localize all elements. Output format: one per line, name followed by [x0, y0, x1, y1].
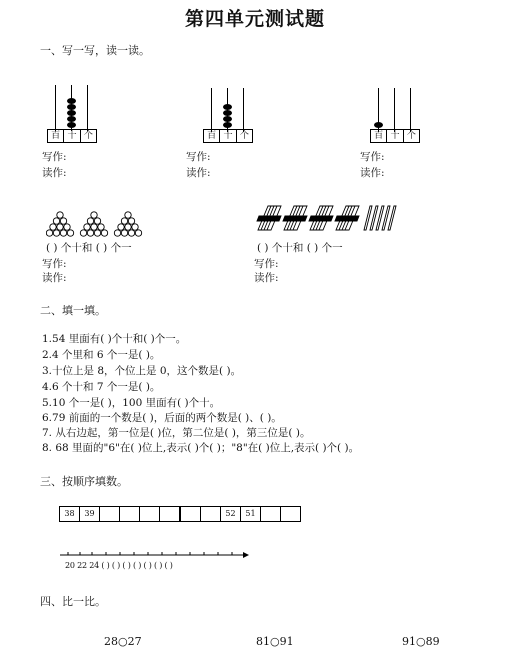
abacus-bead [223, 122, 232, 128]
section-3-heading: 三、按顺序填数。 [40, 475, 128, 488]
section-2-heading: 二、填一填。 [40, 304, 106, 317]
stick-bundles-image [254, 200, 406, 236]
section-1-heading: 一、写一写，读一读。 [40, 44, 150, 57]
write-label: 写作: [360, 151, 385, 163]
section-4-heading: 四、比一比。 [40, 595, 106, 608]
question-item: 1.54 里面有( )个十和( )个一。 [42, 333, 187, 345]
read-label: 读作: [42, 272, 67, 284]
number-line-labels: 20 22 24 ( ) ( ) ( ) ( ) ( ) ( ) ( ) [65, 561, 173, 570]
abacus-bead [374, 122, 383, 128]
abacus-base: 百 十 个 [370, 129, 420, 143]
compare-item: 91○89 [402, 635, 440, 648]
read-label: 读作: [42, 167, 67, 179]
write-label: 写作: [42, 258, 67, 270]
compare-item: 81○91 [256, 635, 294, 648]
question-item: 3.十位上是 8，个位上是 0，这个数是( )。 [42, 365, 242, 377]
abacus-bead [67, 122, 76, 128]
question-item: 2.4 个里和 6 个一是( )。 [42, 349, 161, 361]
abacus-2 [203, 88, 253, 143]
question-item: 4.6 个十和 7 个一是( )。 [42, 381, 161, 393]
read-label: 读作: [186, 167, 211, 179]
tens-ones-fill-b: ( ) 个十和 ( ) 个一 [257, 242, 343, 254]
abacus-base: 百 十 个 [47, 129, 97, 143]
read-label: 读作: [360, 167, 385, 179]
write-label: 写作: [254, 258, 279, 270]
abacus-base: 百 十 个 [203, 129, 253, 143]
compare-item: 28○27 [104, 635, 142, 648]
question-item: 6.79 前面的一个数是( )，后面的两个数是( )、( )。 [42, 412, 282, 424]
abacus-3 [370, 88, 420, 143]
ball-triangles-image [46, 211, 164, 241]
write-label: 写作: [186, 151, 211, 163]
question-item: 5.10 个一是( )，100 里面有( )个十。 [42, 397, 221, 409]
sequence-boxes-b: 52 51 [180, 506, 301, 522]
write-label: 写作: [42, 151, 67, 163]
read-label: 读作: [254, 272, 279, 284]
question-item: 7. 从右边起，第一位是( )位，第二位是( )，第三位是( )。 [42, 427, 311, 439]
question-item: 8. 68 里面的"6"在( )位上,表示( )个( )；"8"在( )位上,表示( )个( )。 [42, 442, 360, 454]
abacus-1 [47, 85, 97, 143]
sequence-boxes-a: 38 39 [59, 506, 180, 522]
tens-ones-fill-a: ( ) 个十和 ( ) 个一 [46, 242, 132, 254]
page-title: 第四单元测试题 [184, 8, 325, 30]
